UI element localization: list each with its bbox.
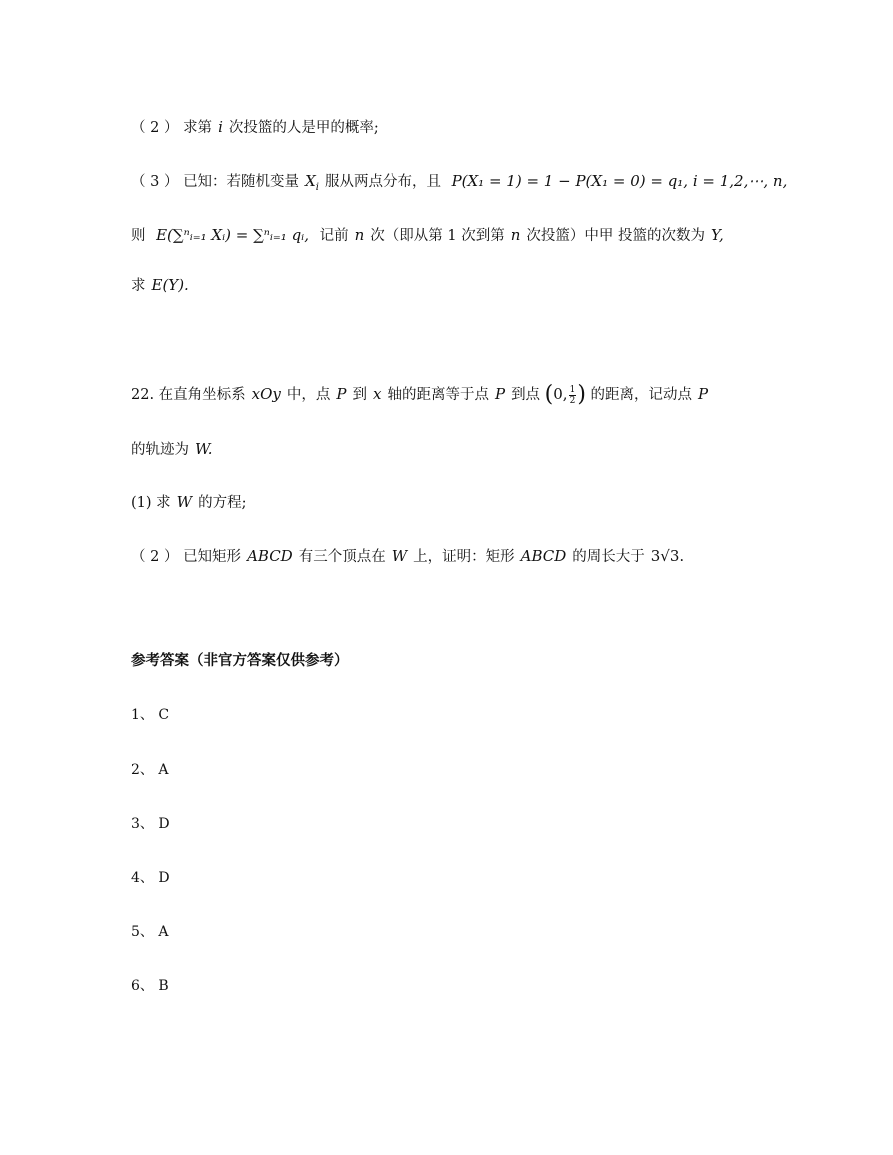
text: 的方程; <box>198 495 247 511</box>
text: 求第 <box>183 120 213 136</box>
text: 记前 <box>319 228 349 244</box>
answer-item: 2、 A <box>131 762 169 778</box>
q22-stem-cont <box>131 439 219 460</box>
text: 中，点 <box>286 387 331 403</box>
math-var: P <box>698 385 709 403</box>
math-var: n <box>510 226 521 244</box>
question-number: 22. <box>131 387 155 403</box>
text: 上，证明：矩形 <box>413 549 515 565</box>
part-number: (1) <box>131 495 152 511</box>
math-formula: E(Y). <box>151 276 189 294</box>
text: 的距离，记动点 <box>590 387 693 403</box>
text: 在直角坐标系 <box>158 387 246 403</box>
math-var: x <box>373 385 382 403</box>
math-point: (0, $\frac{1}{2}$ ) <box>544 382 586 407</box>
math-var: ABCD <box>247 547 293 565</box>
text: 求 <box>156 495 171 511</box>
math-var: Y, <box>710 226 724 244</box>
text: 则 <box>131 228 146 244</box>
q22-part2 <box>131 546 684 567</box>
q21-part3-end <box>131 275 195 296</box>
math-var: n <box>354 226 365 244</box>
answer-item: 1、 C <box>131 707 170 723</box>
part-number: （ 2 ） <box>131 120 179 136</box>
answer-item: 3、 D <box>131 816 170 832</box>
text: 的轨迹为 <box>131 442 189 458</box>
text: 已知：若随机变量 <box>183 174 300 190</box>
math-var: ABCD <box>520 547 567 565</box>
math-formula: E(∑ⁿᵢ₌₁ Xᵢ) = ∑ⁿᵢ₌₁ qᵢ, <box>156 226 309 244</box>
text: 的周长大于 <box>572 549 645 565</box>
math-var: W. <box>195 440 213 458</box>
math-formula: P(X₁ = 1) = 1 − P(X₁ = 0) = q₁, i = 1,2,⋯, n, <box>451 172 788 190</box>
math-var: P <box>336 385 347 403</box>
math-var: P <box>494 385 506 403</box>
text: 次投篮）中甲 投篮的次数为 <box>526 228 705 244</box>
answer-item: 5、 A <box>131 924 169 940</box>
q22-stem <box>131 384 714 406</box>
text: 有三个顶点在 <box>298 549 386 565</box>
answer-item: 6、 B <box>131 978 169 994</box>
math-var: i <box>218 118 223 136</box>
part-number: （ 2 ） <box>131 549 179 565</box>
text: 到点 <box>511 387 541 403</box>
math-var: W <box>391 547 408 565</box>
q22-part1 <box>131 492 246 513</box>
math-var: W <box>176 493 193 511</box>
q21-part3 <box>131 171 793 198</box>
answers-heading: 参考答案（非官方答案仅供参考） <box>131 653 349 669</box>
text: 次（即从第 1 次到第 <box>370 228 505 244</box>
text: 服从两点分布，且 <box>324 174 441 190</box>
text: 轴的距离等于点 <box>387 387 489 403</box>
q21-part2 <box>131 117 379 138</box>
q21-part3-cont <box>131 225 730 246</box>
math-var: xOy <box>251 385 281 403</box>
text: 已知矩形 <box>183 549 242 565</box>
text: 求 <box>131 278 146 294</box>
math-value: 3√3. <box>650 547 685 565</box>
answer-item: 4、 D <box>131 870 170 886</box>
part-number: （ 3 ） <box>131 174 179 190</box>
text: 次投篮的人是甲的概率; <box>228 120 379 136</box>
math-var: $X_i$ <box>305 172 319 193</box>
fraction: $\frac{1}{2}$ <box>569 384 576 406</box>
text: 到 <box>352 387 367 403</box>
